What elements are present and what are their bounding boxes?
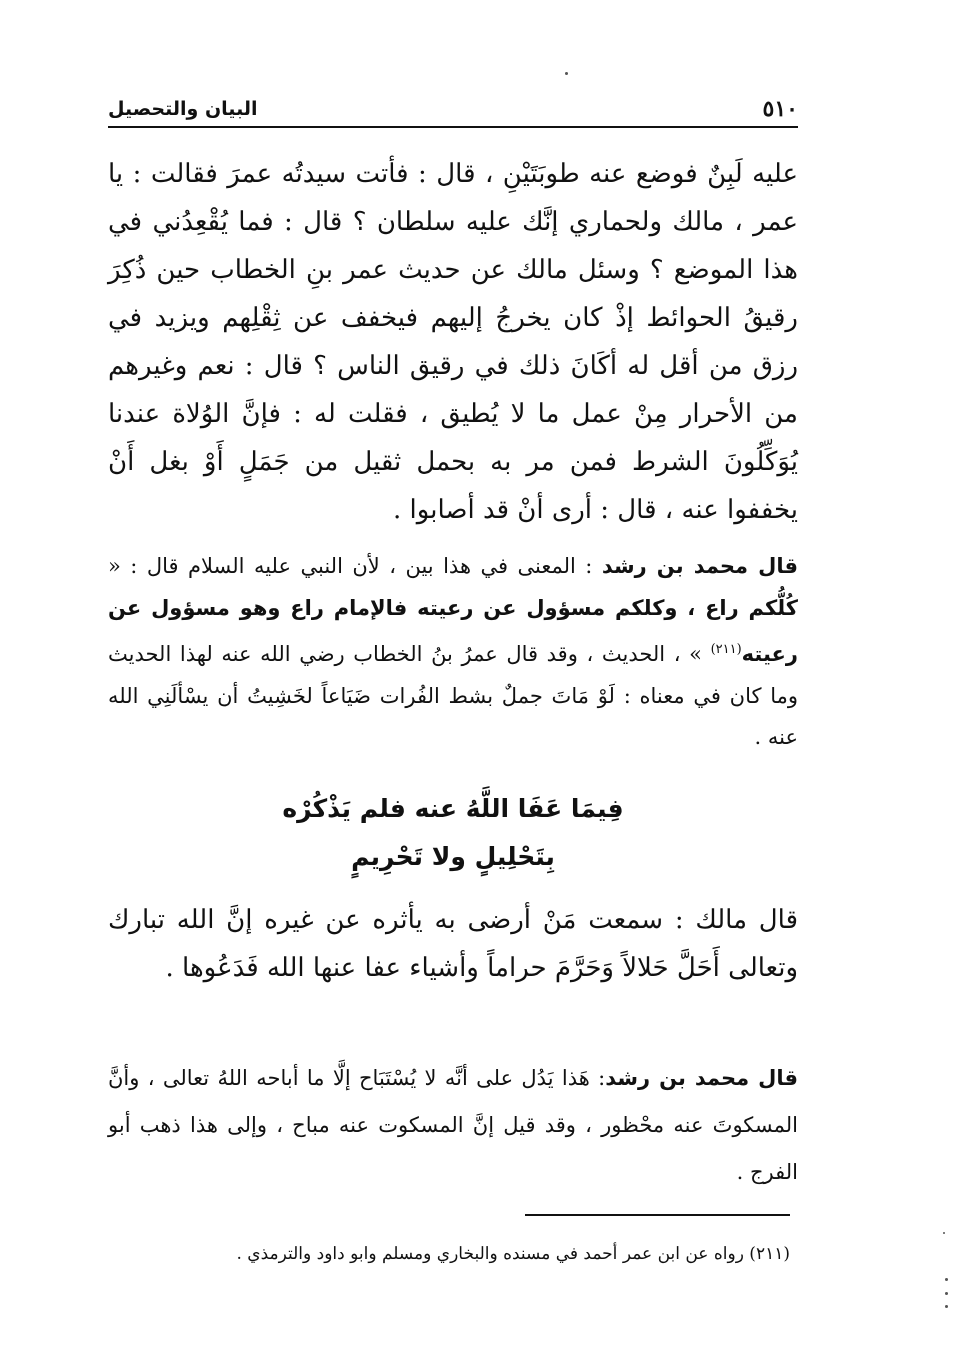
paragraph-1: عليه لَبِنٌ فوضع عنه طوبَتَيْنِ ، قال : فأتت سيدتُه عمرَ فقالت : يا عمر ، مالك ولحماري إنَّك عليه سلطان ؟ قال : فما يُقْعِدُني في هذا الموضع ؟ وسئل مالك عن حديث عمر بنِ الخطاب حين ذُكِرَ رقيقُ الحوائط إذْ كان يخرجُ إليهم فيخفف عن ثِقْلِهم ويزيد في رزق من أقل له أكَانَ ذلك في رقيق الناس ؟ قال : نعم وغيرهم من الأحرار مِنْ عمل ما لا يُطيق ، فقلت له : فإنَّ الوُلاة عندنا يُوَكِّلُونَ الشرط فمن مر به بحمل ثقيل من جَمَلٍ أَوْ بغل أَنْ يخففوا عنه ، قال : أرى أنْ قد أصابوا . [108, 159, 798, 525]
book-title: البيان والتحصيل [108, 98, 258, 120]
scan-speck [945, 1305, 948, 1308]
speaker-label: قال محمد بن رشد [601, 554, 798, 578]
speaker-label: قال محمد بن رشد [605, 1066, 798, 1090]
scan-speck [565, 72, 568, 75]
paragraph-2 [108, 546, 798, 759]
footnote-reference: (٢١١) [710, 642, 742, 657]
page-header [108, 92, 798, 128]
footnote: (٢١١) رواه عن ابن عمر أحمد في مسنده والبخاري ومسلم وابو داود والترمذي . [236, 1244, 790, 1264]
page-number: ٥١٠ [762, 96, 798, 122]
footnote-divider [525, 1214, 790, 1216]
paragraph-2-text-a: : المعنى في هذا بين ، لأن النبي عليه السلام قال : « [108, 554, 602, 578]
scan-speck [945, 1292, 948, 1295]
paragraph-3: قال مالك : سمعت مَنْ أرضى به يأثره عن غيره إنَّ الله تبارك وتعالى أَحَلَّ حَلالاً وَحَرَّمَ حراماً وأشياء عفا عنها الله فَدَعُوها . [108, 905, 798, 983]
paragraph-4 [108, 1055, 798, 1196]
paragraph-4-text: : هَذا يَدُل على أنَّه لا يُسْتَبَاح إلَّا ما أباحه اللهُ تعالى ، وأنَّ المسكوتَ عنه محْظور ، وقد قيل إنَّ المسكوت عنه مباح ، وإلى هذا ذهب أبو الفرج . [108, 1066, 798, 1184]
section-heading [108, 785, 798, 881]
paragraph-2-text-b: » ، الحديث ، وقد قال عمرُ بنُ الخطاب رضي الله عنه لهذا الحديث وما كان في معناه : لَوْ مَاتَ جملٌ بشط الفُرات ضَيَاعاً لخَشِيتُ أن يسْألَنِي الله عنه . [108, 642, 798, 749]
scan-speck [945, 1278, 948, 1281]
section-heading-line-1: فِيمَا عَفَا اللَّهُ عنه فلم يَذْكُرْه [282, 794, 624, 823]
hadith-quote: كُلُّكم راع ، وكلكم مسؤول عن رعيته فالإمام راع وهو مسؤول عن رعيته [108, 595, 798, 666]
scan-speck [943, 1232, 945, 1234]
section-heading-line-2: بِتَحْلِيلٍ ولا تَحْرِيمٍ [351, 842, 555, 871]
